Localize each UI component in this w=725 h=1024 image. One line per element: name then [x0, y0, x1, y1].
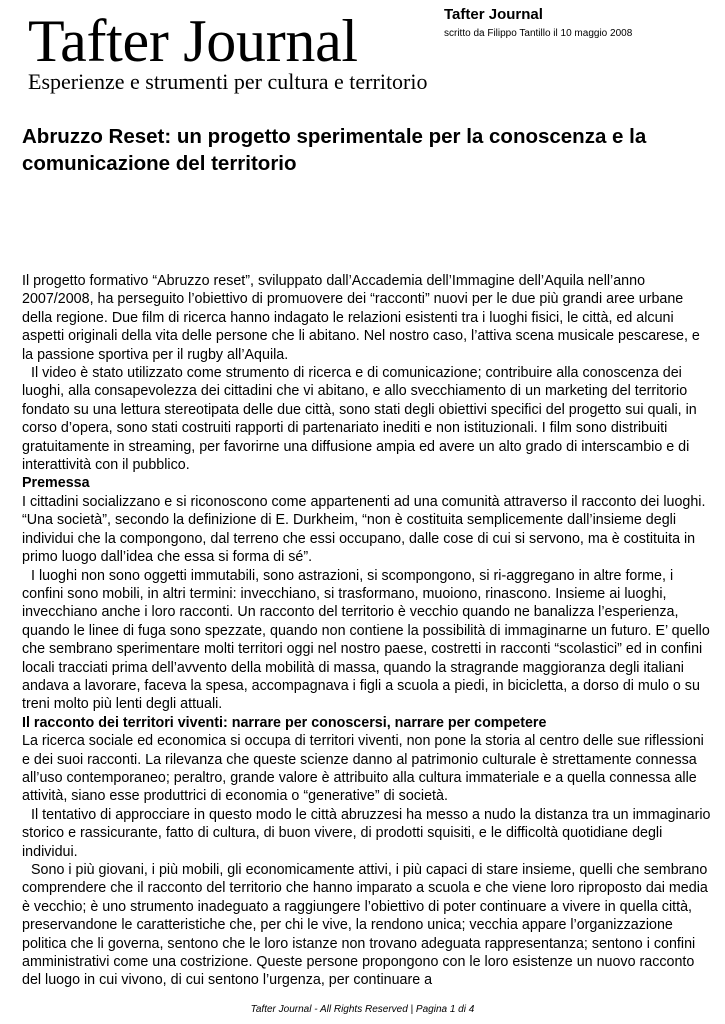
page-footer: Tafter Journal - All Rights Reserved | Pagina 1 di 4 — [250, 1004, 475, 1015]
paragraph-giovani: Sono i più giovani, i più mobili, gli economicamente attivi, i più capaci di stare insieme, quelli che sembrano comprendere che il racconto del territorio che hanno imparato a scuola e che viene loro riproposto dai media è vecchio; è uno strumento inadeguato a raggiungere l’obiettivo di poter continuare a vivere in quella città, preservandone le caratteristiche che, per chi le vive, la rendono unica; vecchia appare l’organizzazione politica che li governa, sentono che le loro istanze non trovano adeguata rappresentanza; sentono i confini amministrativi come una costrizione. Queste persone propongono con le loro esistenze un nuovo racconto del luogo in cui vivono, di cui sentono l’urgenza, per continuare a — [22, 862, 708, 989]
header-byline: scritto da Filippo Tantillo il 10 maggio 2008 — [444, 28, 633, 39]
paragraph-ricerca: La ricerca sociale ed economica si occupa di territori viventi, non pone la storia al centro delle sue riflessioni e dei suoi racconti. La rilevanza che queste scienze danno al patrimonio culturale è strettamente connessa all’uso contemporaneo; peraltro, grande valore è attribuito alla cultura immateriale e a quella connessa alle attività, siano esse produttrici di economia o “generative” di società. — [22, 733, 704, 805]
logo-title: Tafter Journal — [28, 8, 358, 74]
journal-logo — [22, 6, 428, 98]
section-heading-premessa: Premessa — [22, 475, 90, 492]
header-journal-name: Tafter Journal — [444, 6, 543, 23]
paragraph-video: Il video è stato utilizzato come strumento di ricerca e di comunicazione; contribuire alla conoscenza dei luoghi, alla consapevolezza dei cittadini che vi abitano, e allo svecchiamento di un marketing del territorio fondato su una lettura stereotipata delle due città, sono stati degli obiettivi specifici del progetto sui quali, in corso d’opera, sono stati costruiti rapporti di partenariato inediti e non istituzionali. I film sono distribuiti gratuitamente in streaming, per favorirne una diffusione ampia ed avere un alto grado di interscambio e di interattività con il pubblico. — [22, 365, 697, 474]
article-title: Abruzzo Reset: un progetto sperimentale per la conoscenza e la comunicazione del territorio — [22, 125, 647, 175]
page-header — [444, 6, 632, 41]
paragraph-durkheim: I cittadini socializzano e si riconoscono come appartenenti ad una comunità attraverso il racconto dei luoghi. “Una società”, secondo la definizione di E. Durkheim, “non è costituita semplicemente dall’insieme degli individui che la compongono, dal terreno che essi occupano, dalle cose di cui si servono, ma è costituita in primo luogo dall’idea che essa si forma di sé”. — [22, 493, 706, 566]
article-body — [22, 272, 712, 990]
paragraph-tentativo: Il tentativo di approcciare in questo modo le città abruzzesi ha messo a nudo la distanza tra un immaginario storico e rassicurante, fatto di cultura, di buon vivere, di prodotti squisiti, e le difficoltà quotidiane degli individui. — [22, 806, 711, 860]
section-heading-racconto: Il racconto dei territori viventi: narrare per conoscersi, narrare per competere — [22, 714, 547, 731]
paragraph-intro: Il progetto formativo “Abruzzo reset”, sviluppato dall’Accademia dell’Immagine dell’Aquila nell’anno 2007/2008, ha perseguito l’obiettivo di promuovere dei “racconti” nuovi per le due più grandi aree urbane della regione. Due film di ricerca hanno indagato le relazioni esistenti tra i luoghi fisici, le città, ed alcuni aspetti originali della vita delle persone che li abitano. Nel nostro caso, l’attiva scena musicale pescarese, e la passione sportiva per il rugby all’Aquila. — [22, 273, 700, 363]
paragraph-luoghi: I luoghi non sono oggetti immutabili, sono astrazioni, si scompongono, si ri-aggregano in altre forme, i confini sono mobili, in altri termini: invecchiano, si trasformano, muoiono, rinascono. Insieme ai luoghi, invecchiano anche i loro racconti. Un racconto del territorio è vecchio quando ne banalizza l’esperienza, quando le linee di fuga sono spezzate, quando non contiene la possibilità di immaginarne un futuro. E’ quello che sembrano sperimentare molti territori oggi nel nostro paese, costretti in racconti “scolastici” ed in confini locali tracciati prima dell’avvento della mobilità di massa, quando la stragrande maggioranza degli italiani andava a lavorare, faceva la spesa, accompagnava i figli a scuola a piedi, in bicicletta, a dorso di mulo o su treni molto più lenti degli attuali. — [22, 567, 710, 713]
logo-subtitle: Esperienze e strumenti per cultura e territorio — [28, 69, 428, 94]
